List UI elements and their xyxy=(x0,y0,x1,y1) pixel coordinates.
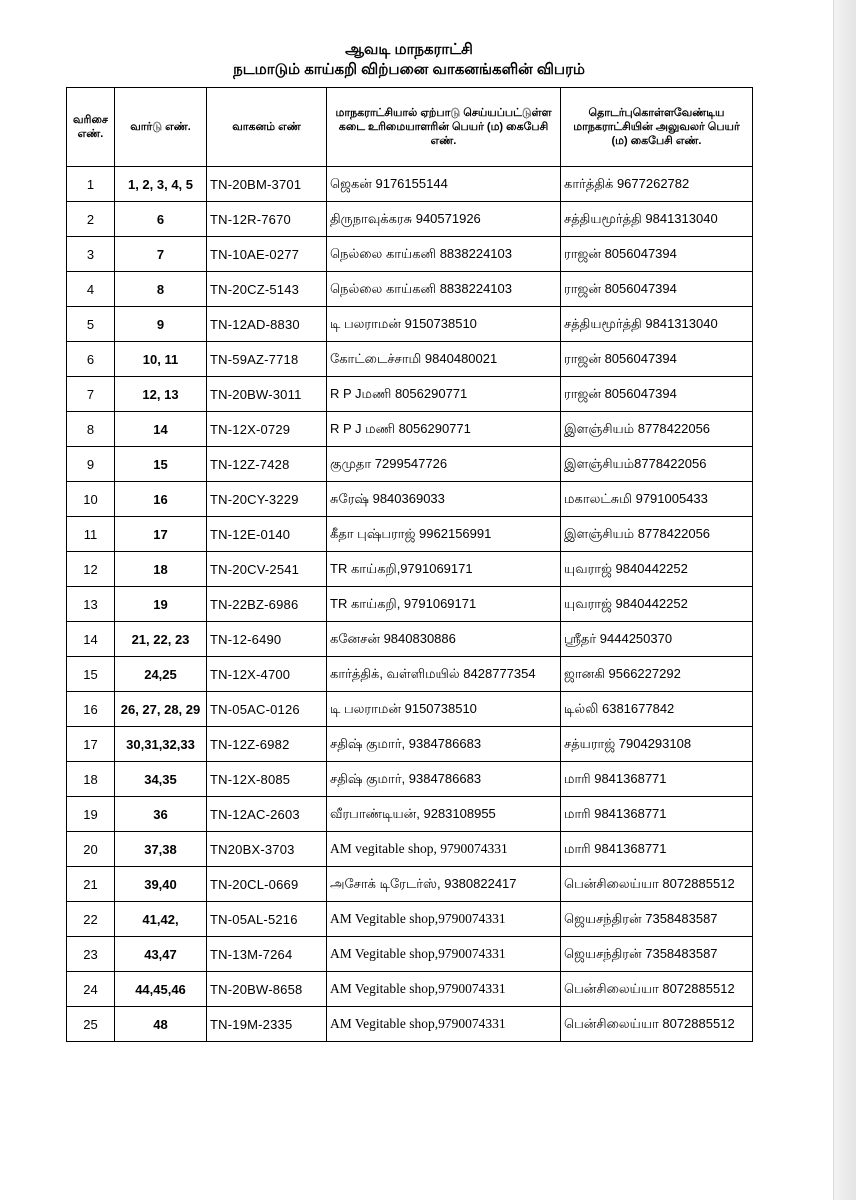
ward-cell: 41,42, xyxy=(115,902,207,937)
shop-owner-cell: AM Vegitable shop,9790074331 xyxy=(327,902,561,937)
serial-cell: 11 xyxy=(67,517,115,552)
serial-cell: 24 xyxy=(67,972,115,1007)
vehicle-number-cell: TN20BX-3703 xyxy=(207,832,327,867)
officer-cell: பென்சிலைய்யா 8072885512 xyxy=(561,867,753,902)
serial-cell: 25 xyxy=(67,1007,115,1042)
shop-owner-cell: TR காய்கறி,9791069171 xyxy=(327,552,561,587)
vehicle-number-cell: TN-59AZ-7718 xyxy=(207,342,327,377)
table-row xyxy=(67,587,753,622)
ward-cell: 16 xyxy=(115,482,207,517)
vehicle-table xyxy=(66,87,753,1042)
serial-cell: 6 xyxy=(67,342,115,377)
serial-cell: 3 xyxy=(67,237,115,272)
serial-cell: 4 xyxy=(67,272,115,307)
serial-cell: 2 xyxy=(67,202,115,237)
shop-owner-cell: கோட்டைச்சாமி 9840480021 xyxy=(327,342,561,377)
table-row xyxy=(67,307,753,342)
shop-owner-cell: சதிஷ் குமார், 9384786683 xyxy=(327,727,561,762)
table-header-row xyxy=(67,88,753,167)
shop-owner-cell: AM Vegitable shop,9790074331 xyxy=(327,972,561,1007)
officer-cell: மாரி 9841368771 xyxy=(561,762,753,797)
officer-cell: சத்தியமூர்த்தி 9841313040 xyxy=(561,307,753,342)
ward-cell: 26, 27, 28, 29 xyxy=(115,692,207,727)
table-row xyxy=(67,902,753,937)
vehicle-number-cell: TN-22BZ-6986 xyxy=(207,587,327,622)
shop-owner-cell: சுரேஷ் 9840369033 xyxy=(327,482,561,517)
serial-cell: 23 xyxy=(67,937,115,972)
vehicle-number-cell: TN-13M-7264 xyxy=(207,937,327,972)
vehicle-number-cell: TN-12X-4700 xyxy=(207,657,327,692)
page-edge xyxy=(833,0,856,1200)
table-row xyxy=(67,692,753,727)
table-row xyxy=(67,972,753,1007)
col-header-vehicle: வாகனம் எண் xyxy=(207,88,327,167)
ward-cell: 30,31,32,33 xyxy=(115,727,207,762)
shop-owner-cell: AM Vegitable shop,9790074331 xyxy=(327,937,561,972)
officer-cell: ராஜன் 8056047394 xyxy=(561,237,753,272)
serial-cell: 13 xyxy=(67,587,115,622)
ward-cell: 10, 11 xyxy=(115,342,207,377)
serial-cell: 15 xyxy=(67,657,115,692)
table-row xyxy=(67,937,753,972)
ward-cell: 15 xyxy=(115,447,207,482)
table-row xyxy=(67,622,753,657)
document-subtitle: நடமாடும் காய்கறி விற்பனை வாகனங்களின் விபரம் xyxy=(233,61,585,78)
col-header-serial: வரிசை எண். xyxy=(67,88,115,167)
serial-cell: 19 xyxy=(67,797,115,832)
ward-cell: 17 xyxy=(115,517,207,552)
shop-owner-cell: டி பலராமன் 9150738510 xyxy=(327,692,561,727)
table-row xyxy=(67,342,753,377)
officer-cell: இளஞ்சியம் 8778422056 xyxy=(561,412,753,447)
officer-cell: சத்தியமூர்த்தி 9841313040 xyxy=(561,202,753,237)
shop-owner-cell: அசோக் டிரேடர்ஸ், 9380822417 xyxy=(327,867,561,902)
officer-cell: இளஞ்சியம் 8778422056 xyxy=(561,517,753,552)
table-row xyxy=(67,867,753,902)
serial-cell: 14 xyxy=(67,622,115,657)
vehicle-number-cell: TN-12AD-8830 xyxy=(207,307,327,342)
table-body xyxy=(67,167,753,1042)
officer-cell: ராஜன் 8056047394 xyxy=(561,377,753,412)
table-row xyxy=(67,202,753,237)
ward-cell: 48 xyxy=(115,1007,207,1042)
ward-cell: 44,45,46 xyxy=(115,972,207,1007)
shop-owner-cell: சதிஷ் குமார், 9384786683 xyxy=(327,762,561,797)
ward-cell: 37,38 xyxy=(115,832,207,867)
col-header-officer: தொடர்புகொள்ளவேண்டிய மாநகராட்சியின் அலுவலர் பெயர் (ம) கைபேசி எண். xyxy=(561,88,753,167)
table-row xyxy=(67,517,753,552)
shop-owner-cell: வீரபாண்டியன், 9283108955 xyxy=(327,797,561,832)
vehicle-number-cell: TN-12R-7670 xyxy=(207,202,327,237)
vehicle-number-cell: TN-20CY-3229 xyxy=(207,482,327,517)
table-row xyxy=(67,1007,753,1042)
serial-cell: 21 xyxy=(67,867,115,902)
table-row xyxy=(67,447,753,482)
shop-owner-cell: டி பலராமன் 9150738510 xyxy=(327,307,561,342)
table-row xyxy=(67,237,753,272)
vehicle-number-cell: TN-19M-2335 xyxy=(207,1007,327,1042)
shop-owner-cell: AM vegitable shop, 9790074331 xyxy=(327,832,561,867)
officer-cell: டில்லி 6381677842 xyxy=(561,692,753,727)
serial-cell: 10 xyxy=(67,482,115,517)
table-row xyxy=(67,552,753,587)
officer-cell: ஜெயசந்திரன் 7358483587 xyxy=(561,937,753,972)
vehicle-number-cell: TN-12AC-2603 xyxy=(207,797,327,832)
table-row xyxy=(67,412,753,447)
shop-owner-cell: திருநாவுக்கரசு 940571926 xyxy=(327,202,561,237)
officer-cell: ராஜன் 8056047394 xyxy=(561,272,753,307)
officer-cell: யுவராஜ் 9840442252 xyxy=(561,587,753,622)
officer-cell: மாரி 9841368771 xyxy=(561,832,753,867)
ward-cell: 6 xyxy=(115,202,207,237)
col-header-ward: வார்டு எண். xyxy=(115,88,207,167)
ward-cell: 8 xyxy=(115,272,207,307)
vehicle-number-cell: TN-20CL-0669 xyxy=(207,867,327,902)
officer-cell: மகாலட்சுமி 9791005433 xyxy=(561,482,753,517)
vehicle-number-cell: TN-20BM-3701 xyxy=(207,167,327,202)
vehicle-number-cell: TN-20CZ-5143 xyxy=(207,272,327,307)
vehicle-number-cell: TN-12-6490 xyxy=(207,622,327,657)
serial-cell: 8 xyxy=(67,412,115,447)
ward-cell: 18 xyxy=(115,552,207,587)
table-row xyxy=(67,377,753,412)
vehicle-number-cell: TN-20BW-8658 xyxy=(207,972,327,1007)
serial-cell: 12 xyxy=(67,552,115,587)
officer-cell: ராஜன் 8056047394 xyxy=(561,342,753,377)
shop-owner-cell: AM Vegitable shop,9790074331 xyxy=(327,1007,561,1042)
officer-cell: மாரி 9841368771 xyxy=(561,797,753,832)
document-header xyxy=(66,40,752,80)
ward-cell: 7 xyxy=(115,237,207,272)
ward-cell: 43,47 xyxy=(115,937,207,972)
shop-owner-cell: நெல்லை காய்கனி 8838224103 xyxy=(327,272,561,307)
vehicle-number-cell: TN-12Z-7428 xyxy=(207,447,327,482)
shop-owner-cell: TR காய்கறி, 9791069171 xyxy=(327,587,561,622)
ward-cell: 12, 13 xyxy=(115,377,207,412)
officer-cell: சத்யராஜ் 7904293108 xyxy=(561,727,753,762)
serial-cell: 17 xyxy=(67,727,115,762)
shop-owner-cell: கனேசன் 9840830886 xyxy=(327,622,561,657)
ward-cell: 9 xyxy=(115,307,207,342)
table-row xyxy=(67,797,753,832)
table-row xyxy=(67,272,753,307)
vehicle-number-cell: TN-10AE-0277 xyxy=(207,237,327,272)
serial-cell: 1 xyxy=(67,167,115,202)
officer-cell: ஸ்ரீதர் 9444250370 xyxy=(561,622,753,657)
shop-owner-cell: ஜெகன் 9176155144 xyxy=(327,167,561,202)
shop-owner-cell: R P Jமணி 8056290771 xyxy=(327,377,561,412)
shop-owner-cell: குமுதா 7299547726 xyxy=(327,447,561,482)
shop-owner-cell: நெல்லை காய்கனி 8838224103 xyxy=(327,237,561,272)
vehicle-number-cell: TN-05AL-5216 xyxy=(207,902,327,937)
shop-owner-cell: கீதா புஷ்பராஜ் 9962156991 xyxy=(327,517,561,552)
ward-cell: 21, 22, 23 xyxy=(115,622,207,657)
officer-cell: பென்சிலைய்யா 8072885512 xyxy=(561,1007,753,1042)
vehicle-number-cell: TN-12X-8085 xyxy=(207,762,327,797)
vehicle-number-cell: TN-05AC-0126 xyxy=(207,692,327,727)
vehicle-number-cell: TN-12E-0140 xyxy=(207,517,327,552)
serial-cell: 22 xyxy=(67,902,115,937)
table-row xyxy=(67,167,753,202)
col-header-shop-owner: மாநகராட்சியால் ஏற்பாடு செய்யப்பட்டுள்ள கடை உரிமையாளரின் பெயர் (ம) கைபேசி எண். xyxy=(327,88,561,167)
document-title: ஆவடி மாநகராட்சி xyxy=(345,41,473,58)
serial-cell: 18 xyxy=(67,762,115,797)
ward-cell: 1, 2, 3, 4, 5 xyxy=(115,167,207,202)
vehicle-number-cell: TN-12Z-6982 xyxy=(207,727,327,762)
officer-cell: ஜெயசந்திரன் 7358483587 xyxy=(561,902,753,937)
ward-cell: 36 xyxy=(115,797,207,832)
table-row xyxy=(67,832,753,867)
serial-cell: 16 xyxy=(67,692,115,727)
vehicle-number-cell: TN-20CV-2541 xyxy=(207,552,327,587)
officer-cell: ஜானகி 9566227292 xyxy=(561,657,753,692)
vehicle-number-cell: TN-20BW-3011 xyxy=(207,377,327,412)
officer-cell: கார்த்திக் 9677262782 xyxy=(561,167,753,202)
serial-cell: 7 xyxy=(67,377,115,412)
vehicle-number-cell: TN-12X-0729 xyxy=(207,412,327,447)
officer-cell: இளஞ்சியம்8778422056 xyxy=(561,447,753,482)
table-row xyxy=(67,657,753,692)
ward-cell: 14 xyxy=(115,412,207,447)
table-row xyxy=(67,762,753,797)
shop-owner-cell: கார்த்திக், வள்ளிமயில் 8428777354 xyxy=(327,657,561,692)
officer-cell: பென்சிலைய்யா 8072885512 xyxy=(561,972,753,1007)
ward-cell: 24,25 xyxy=(115,657,207,692)
serial-cell: 20 xyxy=(67,832,115,867)
serial-cell: 5 xyxy=(67,307,115,342)
ward-cell: 34,35 xyxy=(115,762,207,797)
shop-owner-cell: R P J மணி 8056290771 xyxy=(327,412,561,447)
ward-cell: 39,40 xyxy=(115,867,207,902)
officer-cell: யுவராஜ் 9840442252 xyxy=(561,552,753,587)
table-row xyxy=(67,482,753,517)
serial-cell: 9 xyxy=(67,447,115,482)
ward-cell: 19 xyxy=(115,587,207,622)
table-row xyxy=(67,727,753,762)
